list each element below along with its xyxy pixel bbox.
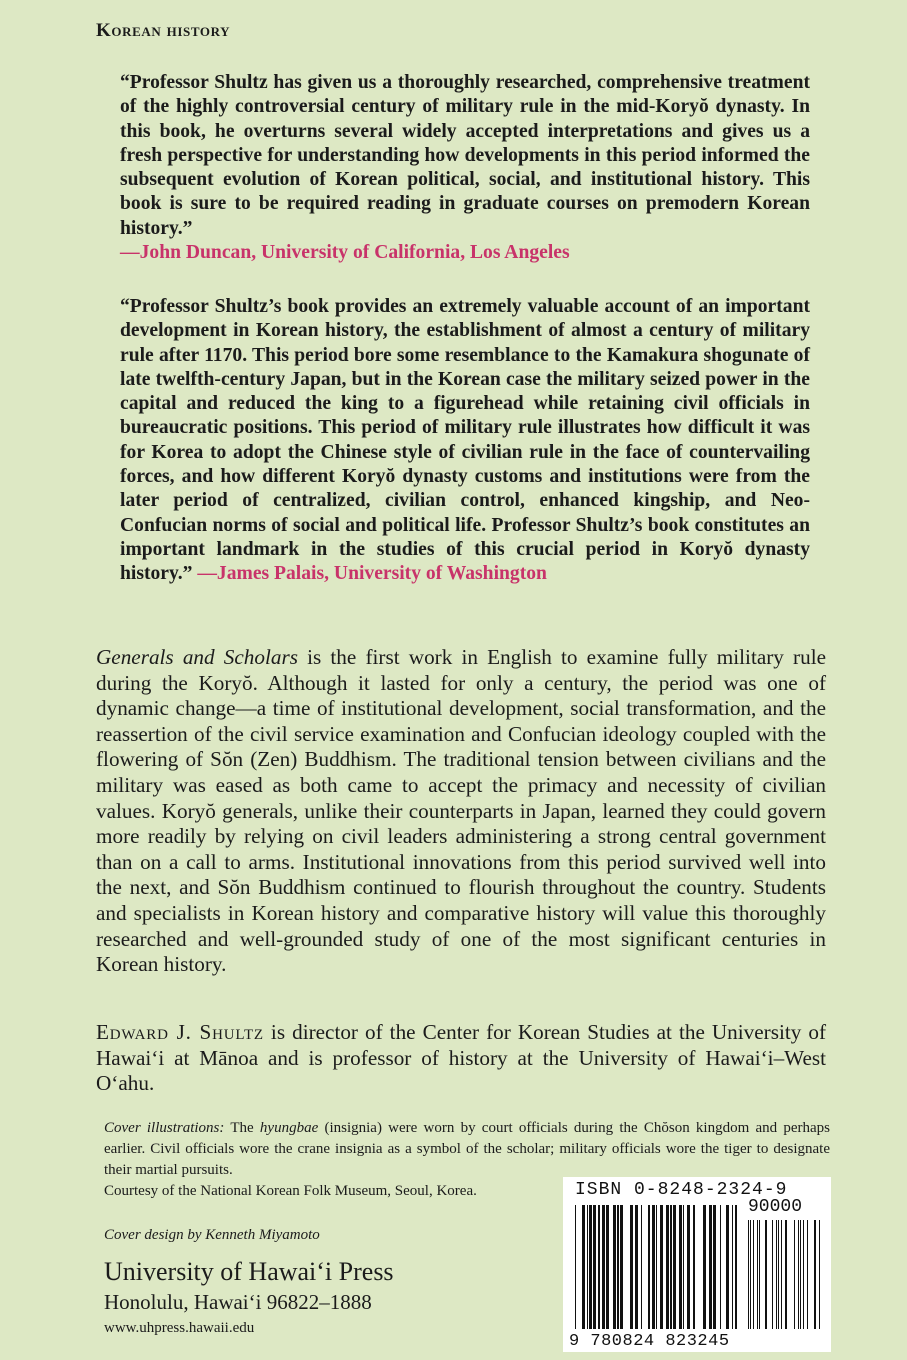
barcode-bar <box>814 1220 816 1329</box>
barcode-bar <box>800 1220 801 1329</box>
barcode-bar <box>582 1205 585 1329</box>
barcode-bar <box>798 1220 799 1329</box>
ean-number: 9 780824 823245 <box>569 1332 730 1351</box>
barcode-bar <box>753 1220 754 1329</box>
book-title: Generals and Scholars <box>96 645 298 669</box>
barcode-bar <box>693 1205 695 1329</box>
barcode-bar <box>709 1205 712 1329</box>
barcode-bar <box>703 1205 706 1329</box>
barcode-bar <box>617 1205 619 1329</box>
category-label: Korean history <box>96 20 231 41</box>
barcode-bar <box>778 1220 779 1329</box>
barcode-bar <box>819 1220 820 1329</box>
barcode-bar <box>641 1205 642 1329</box>
barcode-bar <box>735 1205 737 1329</box>
barcode-bar <box>593 1205 596 1329</box>
barcode-bar <box>748 1220 749 1329</box>
author-name: Edward J. Shultz <box>96 1020 264 1044</box>
barcode-bar <box>575 1205 576 1329</box>
book-description: Generals and Scholars is the first work in English to examine fully military rule during the Koryŏ. Although it lasted for only a century, the period was one of dynamic change—a time of institutional development, social transformation, and the reassertion of the civil service examination and Confucian ideology coupled with the flowering of Sŏn (Zen) Buddhism. The traditional tension between civilians and the military was eased as both came to accept the primacy and necessity of civilian values. Koryŏ generals, unlike their counterparts in Japan, learned they could govern more readily by relying on civil leaders administering a strong central government than on a call to arms. Institutional innovations from this period survived well into the next, and Sŏn Buddhism continued to flourish throughout the country. Students and specialists in Korean history and comparative history will value this thoroughly researched and well-grounded study of one of the most significant centuries in Korean history. <box>96 645 826 977</box>
barcode-bar <box>794 1220 795 1329</box>
barcode-bar <box>652 1205 655 1329</box>
barcode-bar <box>602 1205 605 1329</box>
barcode-bar <box>687 1205 690 1329</box>
barcode-bar <box>803 1220 804 1329</box>
barcode-bar <box>772 1220 773 1329</box>
design-credit: Cover design by Kenneth Miyamoto <box>104 1227 320 1243</box>
barcode-bar <box>776 1220 777 1329</box>
barcode-bar <box>598 1205 600 1329</box>
blurb-attribution: —James Palais, University of Washington <box>197 563 547 585</box>
cover-credit: Cover illustrations: The hyungbae (insignia) were worn by court officials during the Chŏson kingdom and perhaps earlier. Civil officials wore the crane insignia as a symbol of the scholar; military officials wore the tiger to designate their martial pursuits. <box>104 1120 831 1178</box>
barcode-bar <box>589 1205 592 1329</box>
barcode-bar <box>660 1205 663 1329</box>
barcode-bar <box>807 1220 808 1329</box>
barcode-bar <box>765 1220 767 1329</box>
barcode-bar <box>750 1220 751 1329</box>
barcode-bar <box>670 1205 672 1329</box>
barcode-bar <box>757 1220 758 1329</box>
barcode-bar <box>720 1205 721 1329</box>
barcode-bar <box>630 1205 633 1329</box>
barcode-bar <box>759 1220 760 1329</box>
barcode-bar <box>587 1205 588 1329</box>
barcode-bar <box>613 1205 616 1329</box>
barcode-bar <box>683 1205 684 1329</box>
barcode-bar <box>656 1205 657 1329</box>
barcode-bar <box>726 1205 729 1329</box>
blurb-quote: “Professor Shultz has given us a thoroughly researched, comprehensive treatment of the highly controversial century of military rule in the mid-Koryŏ dynasty. In this book, he overturns several widely accepted interpretations and gives us a fresh perspective for understanding how developments in this period informed the subsequent evolution of Korean political, social, and institutional history. This book is sure to be required reading in graduate courses on premodern Korean history.” —John Duncan, University of California, Los Angeles <box>120 72 810 264</box>
isbn-number: ISBN 0-8248-2324-9 <box>575 1180 788 1200</box>
barcode-bar <box>635 1205 638 1329</box>
price-code: 90000 <box>748 1197 803 1217</box>
author-bio: Edward J. Shultz is director of the Center for Korean Studies at the University of Hawai‘i at Mānoa and is professor of history at the University of Hawai‘i–West O‘ahu. <box>96 1020 826 1096</box>
blurb-quote: “Professor Shultz’s book provides an extremely valuable account of an important development in Korean history, the establishment of almost a century of military rule after 1170. This period bore some resemblance to the Kamakura shogunate of late twelfth-century Japan, but in the Korean case the military seized power in the capital and reduced the king to a figurehead while retaining civil officials in bureaucratic positions. This period of military rule illustrates how difficult it was for Korea to adopt the Chinese style of civilian rule in the face of countervailing forces, and how different Koryŏ dynasty customs and institutions were from the later period of centralized, civilian control, enhanced kingship, and Neo-Confucian norms of social and political life. Professor Shultz’s book constitutes an important landmark in the studies of this crucial period in Koryŏ dynasty history.” —James Palais, University of Washington <box>120 296 810 585</box>
barcode-bar <box>781 1220 782 1329</box>
barcode-bar <box>732 1205 733 1329</box>
barcode-bar <box>606 1205 609 1329</box>
barcode-bar <box>620 1205 623 1329</box>
publisher-address: Honolulu, Hawai‘i 96822–1888 <box>104 1290 372 1314</box>
barcode-bar <box>666 1205 669 1329</box>
barcode-bar <box>713 1205 716 1329</box>
courtesy-credit: Courtesy of the National Korean Folk Museum, Seoul, Korea. <box>104 1183 477 1199</box>
barcode-bar <box>648 1205 650 1329</box>
blurb-attribution: —John Duncan, University of California, Los Angeles <box>120 242 570 264</box>
barcode-bar <box>679 1205 682 1329</box>
barcode-bar <box>785 1220 787 1329</box>
publisher-name: University of Hawai‘i Press <box>104 1257 394 1286</box>
publisher-website: www.uhpress.hawaii.edu <box>104 1320 255 1336</box>
barcode-bar <box>673 1205 676 1329</box>
